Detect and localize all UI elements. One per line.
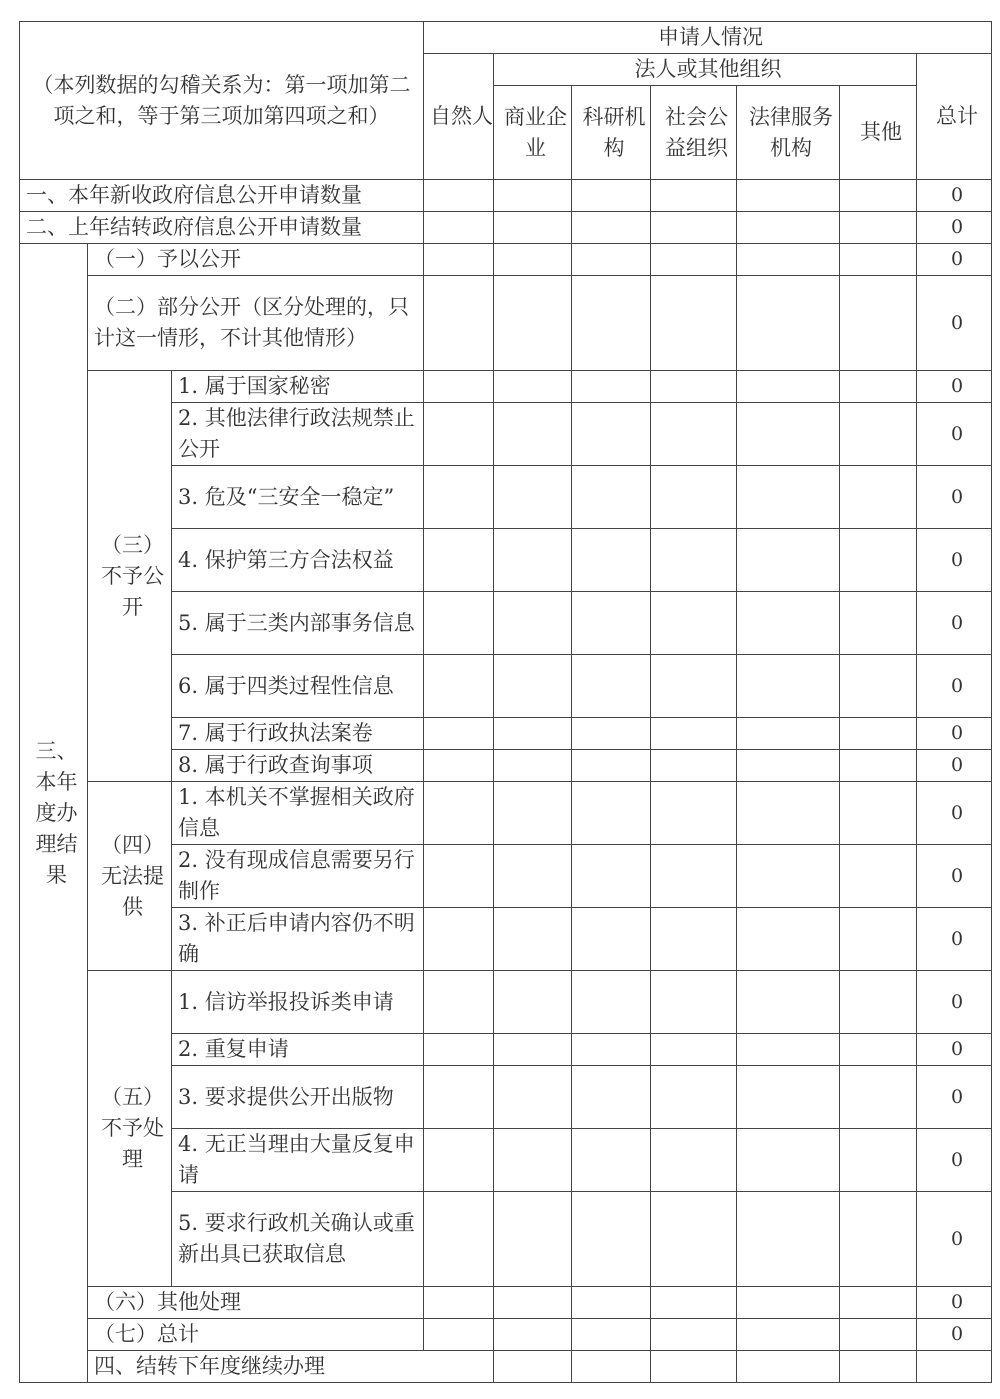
row-label: 四、结转下年度继续办理	[88, 1351, 494, 1383]
row-label: 3. 要求提供公开出版物	[172, 1066, 424, 1129]
row-label: （二）部分公开（区分处理的，只计这一情形，不计其他情形）	[88, 276, 424, 371]
row-total: 0	[917, 1034, 992, 1066]
row-total: 0	[917, 529, 992, 592]
row-label: 2. 其他法律行政法规禁止公开	[172, 403, 424, 466]
row-total: 0	[917, 403, 992, 466]
group-not-disclosed: （三）不予公开	[88, 371, 172, 782]
total-header: 总计	[917, 54, 992, 180]
row-total: 0	[917, 655, 992, 718]
row-label: 4. 无正当理由大量反复申请	[172, 1129, 424, 1192]
row-label: 4. 保护第三方合法权益	[172, 529, 424, 592]
natural-person-header: 自然人	[424, 54, 494, 180]
legal-service-header: 法律服务机构	[737, 86, 840, 180]
row-total: 0	[917, 180, 992, 212]
group-not-processed: （五）不予处理	[88, 971, 172, 1287]
row-total: 0	[917, 845, 992, 908]
commercial-header: 商业企业	[494, 86, 572, 180]
row-label: 8. 属于行政查询事项	[172, 750, 424, 782]
row-label: 1. 本机关不掌握相关政府信息	[172, 782, 424, 845]
row-total: 0	[917, 908, 992, 971]
row-label: （一）予以公开	[88, 244, 424, 276]
row-total: 0	[917, 1066, 992, 1129]
other-header: 其他	[840, 86, 917, 180]
row-total: 0	[917, 971, 992, 1034]
section-three-label: 三、本年度办理结果	[20, 244, 88, 1383]
row-label: （七）总计	[88, 1319, 424, 1351]
row-total: 0	[917, 371, 992, 403]
row-label: 3. 危及“三安全一稳定”	[172, 466, 424, 529]
applications-table	[19, 21, 992, 1383]
row-label: 1. 属于国家秘密	[172, 371, 424, 403]
row-total: 0	[917, 466, 992, 529]
row-label: 5. 要求行政机关确认或重新出具已获取信息	[172, 1192, 424, 1287]
row-label: （六）其他处理	[88, 1287, 424, 1319]
row-label: 2. 重复申请	[172, 1034, 424, 1066]
row-total: 0	[917, 276, 992, 371]
row-label: 2. 没有现成信息需要另行制作	[172, 845, 424, 908]
row-total: 0	[917, 782, 992, 845]
row-label: 7. 属于行政执法案卷	[172, 718, 424, 750]
row-total: 0	[917, 592, 992, 655]
research-header: 科研机构	[572, 86, 651, 180]
row-total: 0	[917, 244, 992, 276]
row-label: 3. 补正后申请内容仍不明确	[172, 908, 424, 971]
row-total: 0	[917, 1287, 992, 1319]
row-label: 一、本年新收政府信息公开申请数量	[20, 180, 424, 212]
applicant-header: 申请人情况	[424, 22, 992, 54]
row-total: 0	[917, 750, 992, 782]
row-total: 0	[917, 212, 992, 244]
public-welfare-header: 社会公益组织	[651, 86, 737, 180]
row-total: 0	[917, 1192, 992, 1287]
row-label: 5. 属于三类内部事务信息	[172, 592, 424, 655]
row-total: 0	[917, 1129, 992, 1192]
legal-or-other-header: 法人或其他组织	[494, 54, 917, 86]
row-total: 0	[917, 718, 992, 750]
row-label: 1. 信访举报投诉类申请	[172, 971, 424, 1034]
relationship-note: （本列数据的勾稽关系为：第一项加第二项之和，等于第三项加第四项之和）	[20, 22, 424, 180]
row-label: 6. 属于四类过程性信息	[172, 655, 424, 718]
row-label: 二、上年结转政府信息公开申请数量	[20, 212, 424, 244]
group-unable-to-provide: （四）无法提供	[88, 782, 172, 971]
row-total: 0	[917, 1319, 992, 1351]
